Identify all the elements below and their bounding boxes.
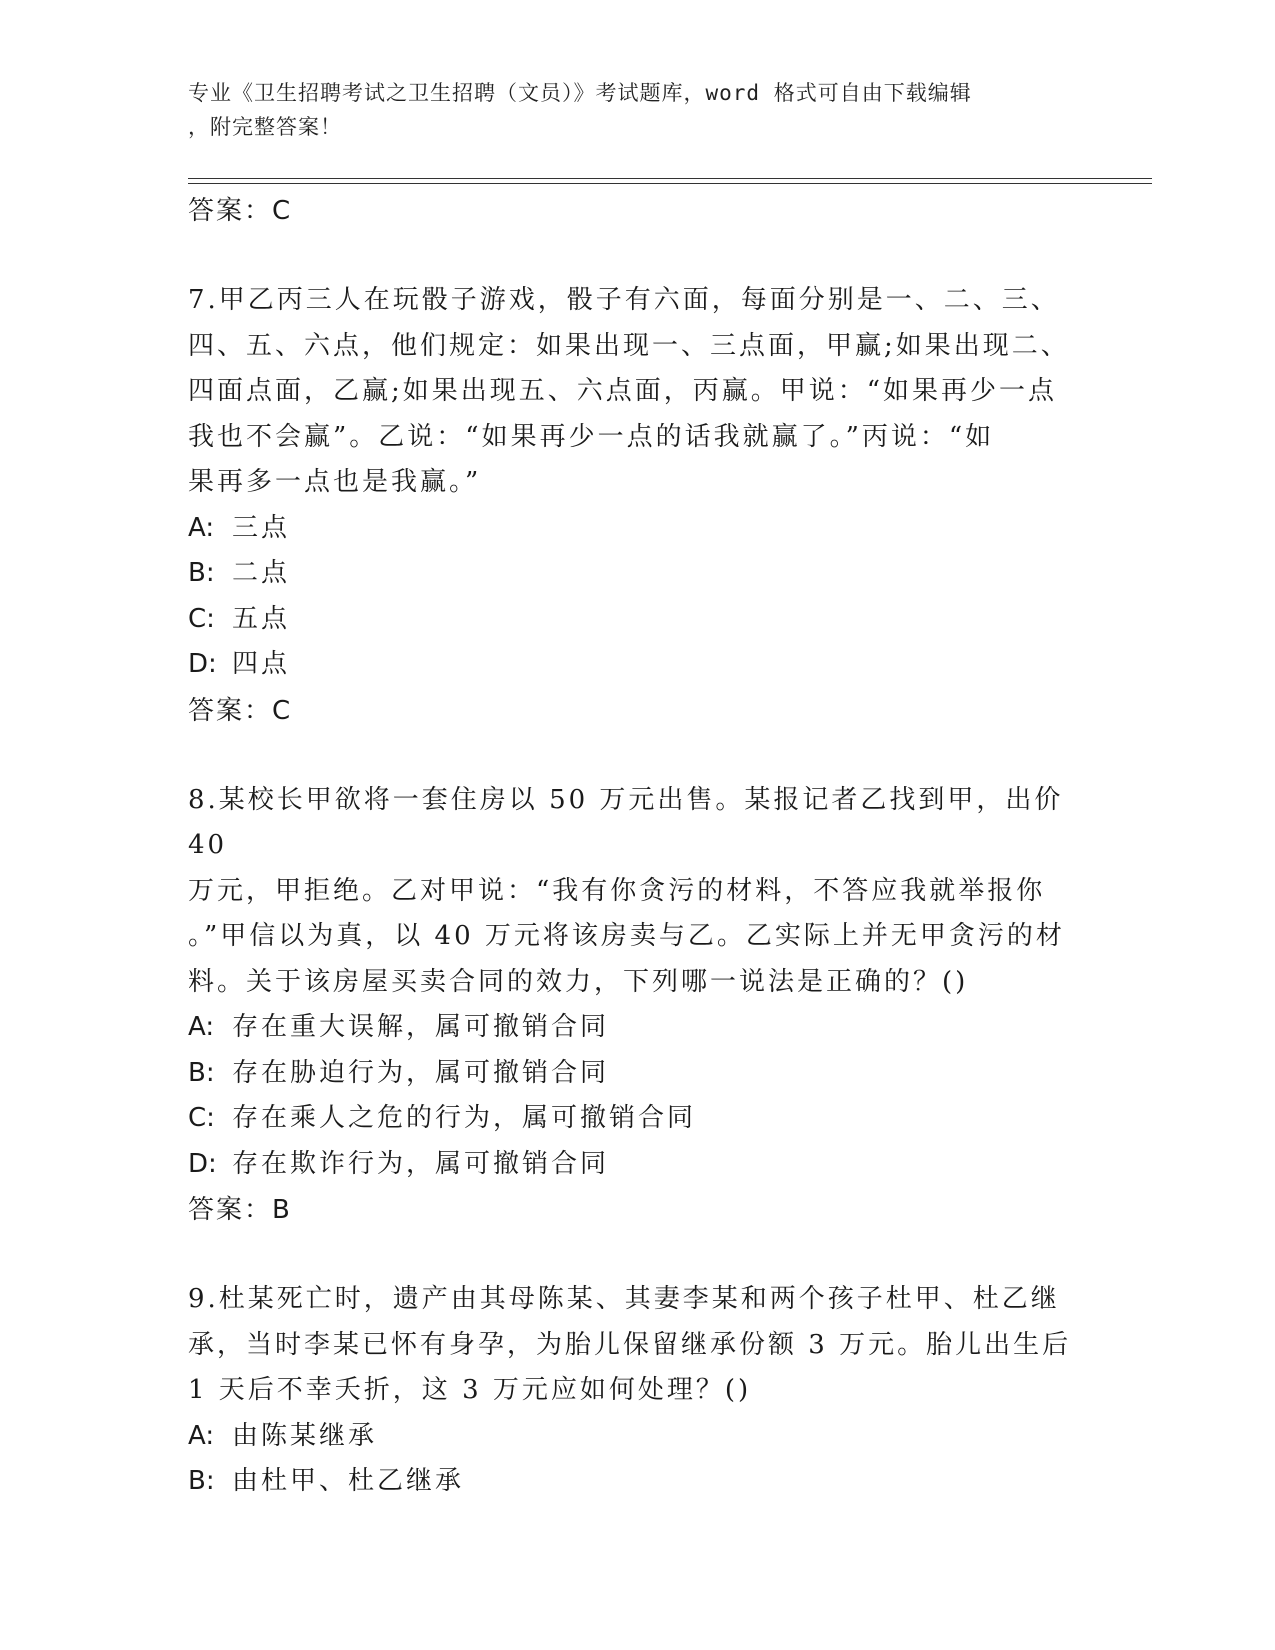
header-divider-top: [188, 178, 1152, 179]
option-label: A:: [188, 1420, 215, 1451]
question-text-line: 四面点面，乙赢;如果出现五、六点面，丙赢。甲说：“如果再少一点: [188, 376, 1058, 406]
question-text-line: 1 天后不幸夭折，这 3 万元应如何处理？(): [188, 1375, 752, 1405]
option-label: C:: [188, 603, 215, 634]
answer-line: 答案：B: [188, 1195, 292, 1225]
question-block-8: [188, 778, 1088, 1234]
option-text: 五点: [232, 603, 291, 634]
question-text-line: 8.某校长甲欲将一套住房以 50 万元出售。某报记者乙找到甲，出价 40: [188, 784, 1075, 860]
question-block-9: [188, 1277, 1088, 1505]
question-text-line: 7.甲乙丙三人在玩骰子游戏，骰子有六面，每面分别是一、二、三、: [188, 285, 1060, 315]
option-d: [188, 1142, 1088, 1188]
question-text-line: 料。关于该房屋买卖合同的效力，下列哪一说法是正确的？(): [188, 966, 969, 997]
question-text-line: 。”甲信以为真，以 40 万元将该房卖与乙。乙实际上并无甲贪污的材: [188, 921, 1065, 951]
option-b: [188, 1051, 1088, 1097]
option-a: [188, 1414, 1088, 1460]
option-text: 四点: [232, 649, 291, 679]
option-text: 存在重大误解，属可撤销合同: [232, 1012, 610, 1042]
header-divider-bottom: [188, 183, 1152, 184]
document-header: [188, 76, 1088, 144]
answer-line: 答案：C: [188, 196, 293, 226]
option-label: A:: [188, 1012, 215, 1042]
question-text-line: 四、五、六点，他们规定：如果出现一、三点面，甲赢;如果出现二、: [188, 330, 1070, 361]
header-line-1: 专业《卫生招聘考试之卫生招聘（文员）》考试题库，word 格式可自由下载编辑: [188, 81, 972, 105]
document-body: [188, 188, 1088, 1505]
answer-line: 答案：C: [188, 695, 293, 726]
option-text: 存在乘人之危的行为，属可撤销合同: [232, 1103, 697, 1133]
option-text: 三点: [232, 512, 291, 543]
option-text: 由杜甲、杜乙继承: [232, 1466, 465, 1496]
header-line-2: ，附完整答案！: [188, 115, 342, 139]
question-text-line: 我也不会赢”。乙说：“如果再少一点的话我就赢了。”丙说：“如: [188, 421, 995, 452]
option-label: D:: [188, 1148, 217, 1179]
option-label: A:: [188, 512, 215, 543]
option-text: 二点: [232, 558, 291, 588]
option-a: [188, 506, 1088, 552]
option-label: B:: [188, 1057, 215, 1088]
option-label: B:: [188, 558, 215, 588]
option-c: [188, 1096, 1088, 1142]
option-a: [188, 1005, 1088, 1051]
option-c: [188, 597, 1088, 643]
option-text: 由陈某继承: [232, 1420, 378, 1451]
question-text-line: 果再多一点也是我赢。”: [188, 467, 482, 497]
question-block-7: [188, 278, 1088, 734]
option-label: C:: [188, 1103, 215, 1133]
option-b: [188, 551, 1088, 597]
option-d: [188, 642, 1088, 688]
option-b: [188, 1459, 1088, 1505]
question-text-line: 万元，甲拒绝。乙对甲说：“我有你贪污的材料，不答应我就举报你: [188, 875, 1046, 906]
option-label: D:: [188, 649, 217, 679]
option-text: 存在胁迫行为，属可撤销合同: [232, 1057, 610, 1088]
option-text: 存在欺诈行为，属可撤销合同: [232, 1148, 610, 1179]
question-text-line: 承，当时李某已怀有身孕，为胎儿保留继承份额 3 万元。胎儿出生后: [188, 1329, 1072, 1360]
question-text-line: 9.杜某死亡时，遗产由其母陈某、其妻李某和两个孩子杜甲、杜乙继: [188, 1284, 1060, 1314]
option-label: B:: [188, 1466, 215, 1496]
